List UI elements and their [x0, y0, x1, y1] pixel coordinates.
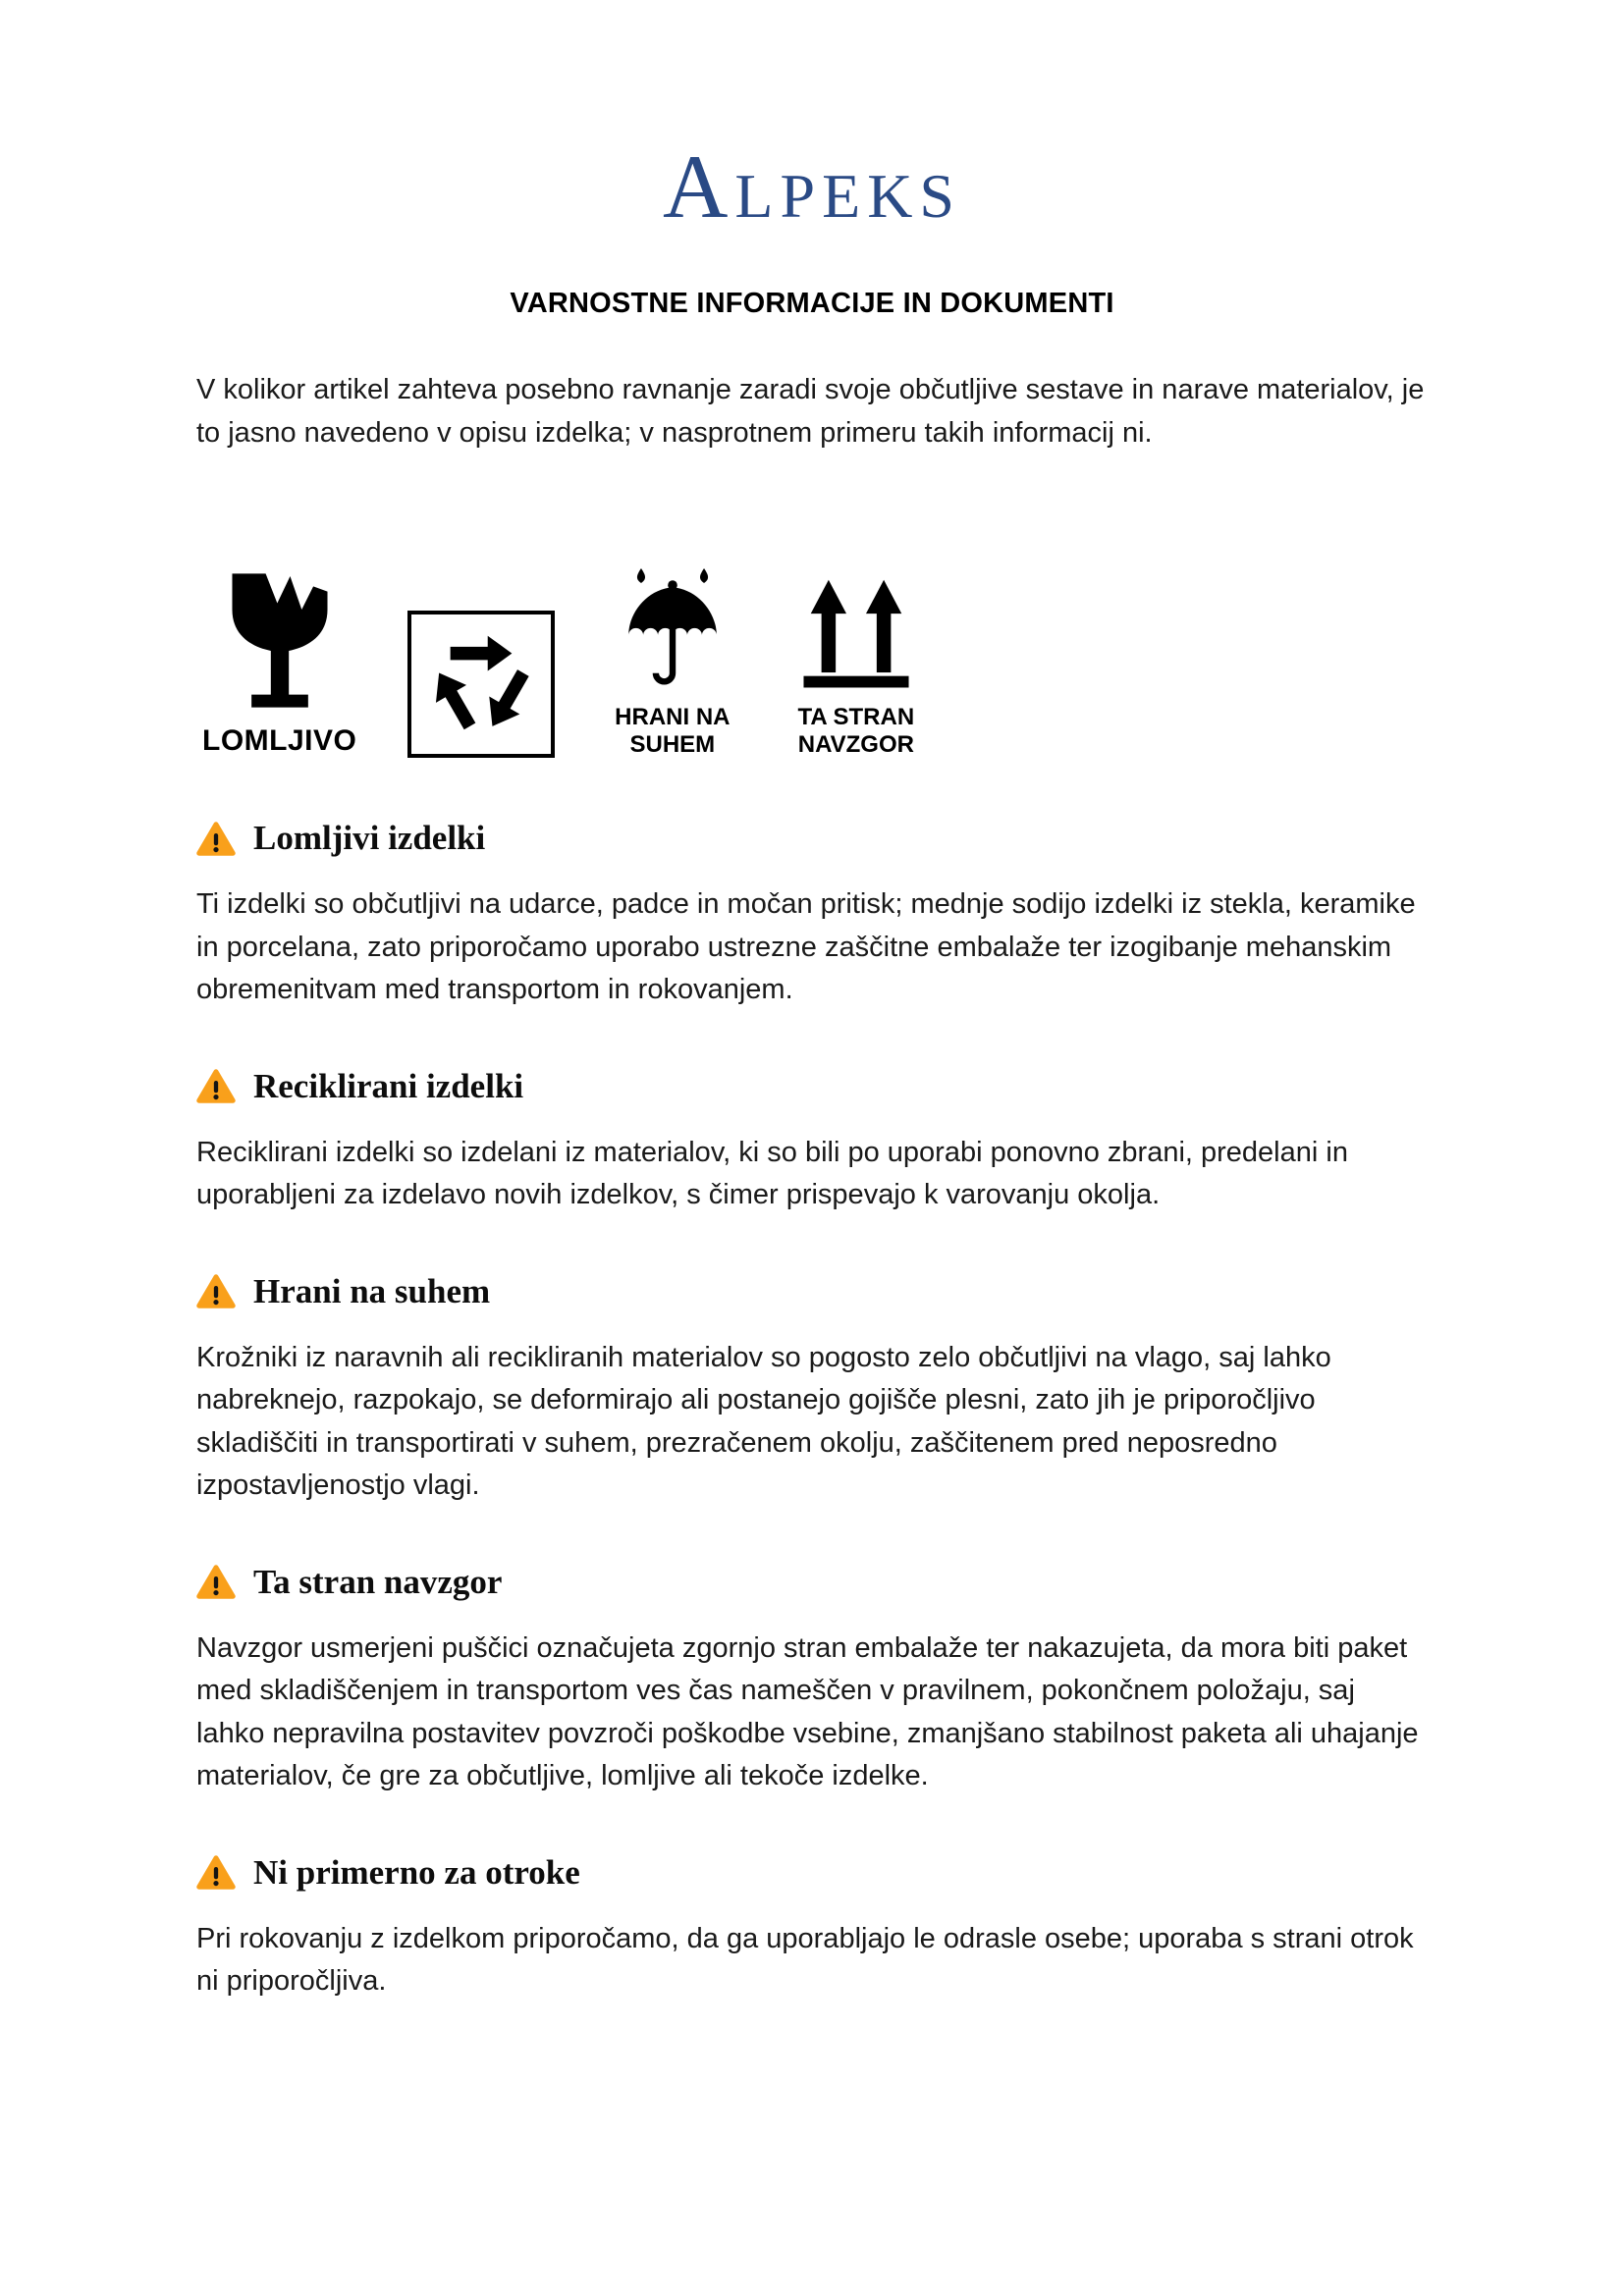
- warning-icon: [196, 1068, 236, 1104]
- warning-icon: [196, 1564, 236, 1600]
- section-heading-text: Reciklirani izdelki: [253, 1066, 524, 1105]
- section-paragraph: Navzgor usmerjeni puščici označujeta zgornjo stran embalaže ter nakazujeta, da mora biti paket med skladiščenjem in transportom ves čas nameščen v pravilnem, pokončnem položaju, saj lahko nepravilna postavitev povzroči poškodbe vsebine, zmanjšano stabilnost paketa ali uhajanje materialov, če gre za občutljive, lomljive ali tekoče izdelke.: [196, 1631, 1419, 1792]
- section-paragraph: Krožniki iz naravnih ali recikliranih materialov so pogosto zelo občutljivi na vlago, saj lahko nabreknejo, razpokajo, se deformirajo ali postanejo gojišče plesni, zato jih je priporočljivo skladiščiti in transportirati v suhem, prezračenem okolju, zaščitenem pred neposredno izpostavljenostjo vlagi.: [196, 1341, 1331, 1502]
- umbrella-icon: [620, 568, 726, 692]
- section-paragraph: Ti izdelki so občutljivi na udarce, padce in močan pritisk; mednje sodijo izdelki iz stekla, keramike in porcelana, zato priporočamo uporabo ustrezne zaščitne embalaže ter izogibanje mehanskim obremenitvam med transportom in rokovanjem.: [196, 888, 1416, 1006]
- recycle-icon: [407, 611, 555, 758]
- fragile-symbol-label: LOMLJIVO: [202, 723, 357, 757]
- document-title: VARNOSTNE INFORMACIJE IN DOKUMENTI: [510, 288, 1114, 320]
- company-logo: ALPEKS: [662, 136, 962, 237]
- keep-dry-symbol: [606, 568, 738, 758]
- section-heading-text: Hrani na suhem: [253, 1271, 491, 1310]
- warning-icon: [196, 1273, 236, 1309]
- keep-dry-symbol-label: HRANI NA SUHEM: [615, 704, 731, 758]
- section-heading: [196, 1853, 1428, 1893]
- recyclable-symbol: [407, 611, 555, 758]
- section-paragraph: Reciklirani izdelki so izdelani iz materialov, ki so bili po uporabi ponovno zbrani, predelani in uporabljeni za izdelavo novih izdelkov, s čimer prispevajo k varovanju okolja.: [196, 1136, 1348, 1211]
- section-heading: [196, 819, 1428, 858]
- recycle-arrows-icon: [426, 629, 536, 739]
- up-arrows-icon: [798, 567, 914, 692]
- section-not-for-children: [196, 1853, 1428, 2003]
- section-heading: [196, 1272, 1428, 1311]
- warning-icon: [196, 1854, 236, 1891]
- section-keep-dry: [196, 1272, 1428, 1508]
- section-heading-text: Lomljivi izdelki: [253, 819, 486, 858]
- section-recycled: [196, 1067, 1428, 1217]
- fragile-glass-icon: [222, 568, 338, 713]
- this-side-up-symbol-label: TA STRAN NAVZGOR: [797, 704, 915, 758]
- this-side-up-symbol: [789, 567, 922, 758]
- section-heading-text: Ni primerno za otroke: [253, 1852, 580, 1892]
- section-fragile: [196, 819, 1428, 1012]
- section-heading-text: Ta stran navzgor: [253, 1562, 503, 1601]
- intro-paragraph: V kolikor artikel zahteva posebno ravnanje zaradi svoje občutljive sestave in narave materialov, je to jasno navedeno v opisu izdelka; v nasprotnem primeru takih informacij ni.: [196, 374, 1425, 449]
- packaging-symbols-row: [196, 567, 1428, 758]
- section-heading: [196, 1067, 1428, 1106]
- warning-icon: [196, 821, 236, 857]
- section-heading: [196, 1563, 1428, 1602]
- section-this-side-up: [196, 1563, 1428, 1798]
- fragile-symbol: [202, 568, 356, 759]
- section-paragraph: Pri rokovanju z izdelkom priporočamo, da ga uporabljajo le odrasle osebe; uporaba s strani otrok ni priporočljiva.: [196, 1922, 1414, 1998]
